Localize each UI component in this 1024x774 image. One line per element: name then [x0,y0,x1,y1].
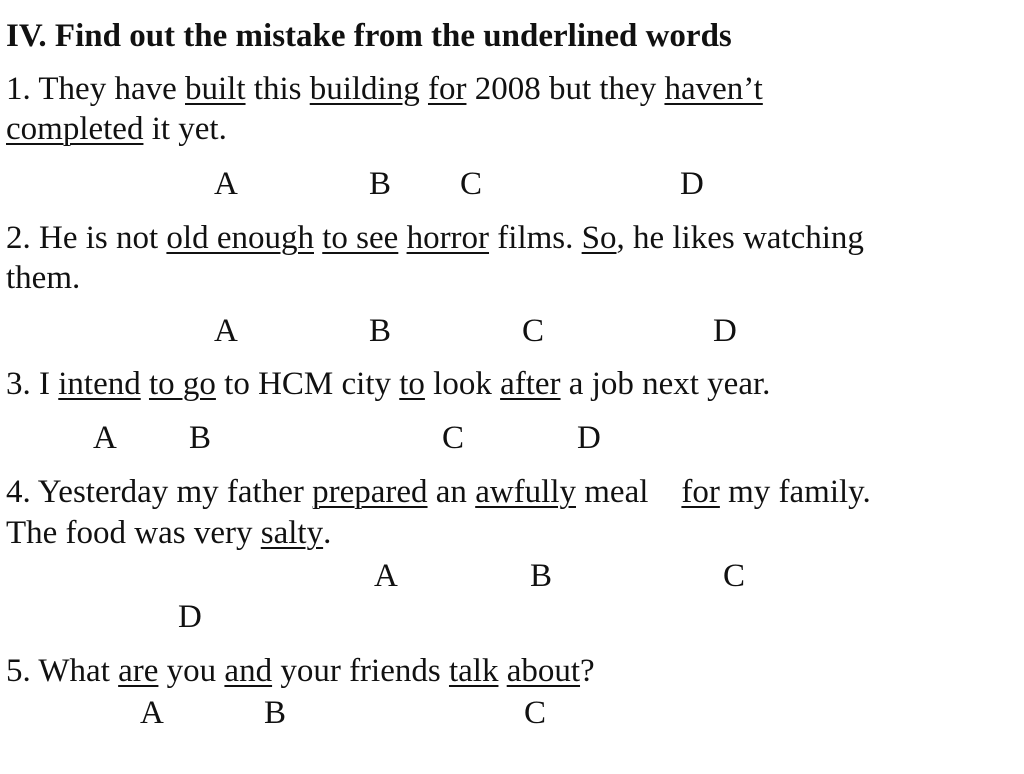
q4-underlined-b: awfully [475,474,576,510]
q1-underlined-extra: completed [6,111,144,147]
q3-option-b: B [189,420,212,456]
q5-option-a: A [140,695,164,731]
q1-underlined-a: built [185,71,246,107]
q3-option-d: D [577,420,601,456]
section-title: IV. Find out the mistake from the underlined words [6,18,732,54]
q2-option-c: C [522,313,545,349]
q3-underlined-a: intend [58,366,141,402]
q4-underlined-a: prepared [312,474,428,510]
q2-option-a: A [214,313,238,349]
q1-underlined-b: building [309,71,420,107]
q1-underlined-d: haven’t [664,71,763,107]
q5-underlined-c: talk [448,653,499,689]
q5-underlined-b: and [224,653,273,689]
q2-underlined-d: So [581,220,617,256]
q2-underlined-b: to see [322,220,399,256]
q3-option-c: C [442,420,465,456]
q5-option-c: C [524,695,547,731]
q2-underlined-c: horror [406,220,490,256]
q4-option-d: D [178,599,202,635]
q3-option-a: A [93,420,117,456]
q3-underlined-b: to go [148,366,216,402]
q5-option-b: B [264,695,287,731]
question-3-line-1: 3. I intend to go to HCM city to look after a job next year. [6,366,771,402]
q1-option-b: B [369,166,392,202]
q4-underlined-c: for [681,474,720,510]
q4-underlined-d: salty [260,515,324,551]
q2-option-d: D [713,313,737,349]
q5-underlined-a: are [118,653,159,689]
q1-option-d: D [680,166,704,202]
q1-option-c: C [460,166,483,202]
q4-option-b: B [530,558,553,594]
question-4-line-2: The food was very salty . [6,515,332,551]
question-5-line-1: 5. What are you and your friends talk about ? [6,653,595,689]
q4-option-c: C [723,558,746,594]
question-1-line-2: completed it yet. [6,111,227,147]
q3-underlined-d: after [500,366,561,402]
q2-underlined-a: old enough [166,220,314,256]
q5-underlined-d: about [506,653,581,689]
q4-option-a: A [374,558,398,594]
q1-underlined-c: for [427,71,467,107]
question-2-line-2: them. [6,260,81,296]
q3-underlined-c: to [399,366,425,402]
question-1-line-1: 1. They have built this building for 2008 but they haven’t [6,71,763,107]
q2-option-b: B [369,313,392,349]
question-4-line-1: 4. Yesterday my father prepared an awfully meal for my family. [6,474,871,510]
q1-option-a: A [214,166,238,202]
question-2-line-1: 2. He is not old enough to see horror films. So , he likes watching [6,220,864,256]
